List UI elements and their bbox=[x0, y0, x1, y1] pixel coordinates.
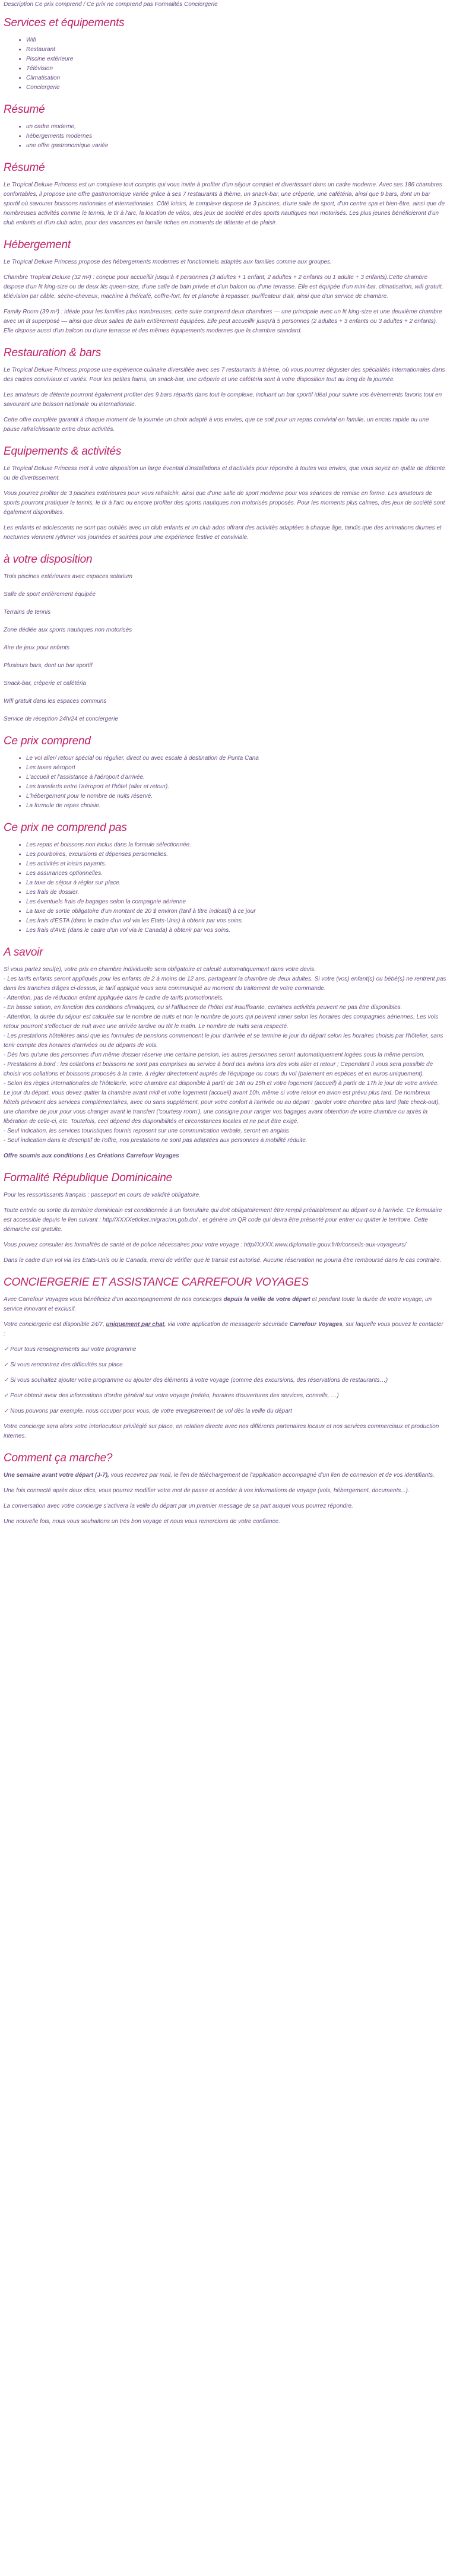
restauration-p3: Cette offre complète garantit à chaque moment de la journée un choix adapté à vos envies, que ce soit pour un repas convivial en famille, un encas rapide ou une pause rafraîchissante entre deux activités. bbox=[4, 417, 429, 433]
formalite-p4: Dans le cadre d'un vol via les Etats-Unis ou le Canada, merci de vérifier que le transit est autorisé. Aucune réservation ne pourra être remboursé dans le cas contraire. bbox=[4, 1257, 442, 1264]
list-item: • Climatisation bbox=[26, 74, 446, 83]
conciergerie-p2-c: , via votre application de messagerie sécurisée bbox=[164, 1321, 290, 1328]
savoir-line: - Dès lors qu'une des personnes d'un même dossier réserve une certaine pension, les autres personnes seront automatiquement logées sous la même pension. bbox=[4, 1052, 425, 1058]
conciergerie-title: CONCIERGERIE ET ASSISTANCE CARREFOUR VOYAGES bbox=[4, 1276, 309, 1289]
disposition-line: Plusieurs bars, dont un bar sportif bbox=[4, 662, 93, 669]
list-item: • La taxe de sortie obligatoire d'un montant de 20 $ environ (tarif à titre indicatif) à ce jour bbox=[26, 907, 446, 916]
disposition-title: à votre disposition bbox=[4, 553, 93, 566]
list-item: • L'accueil et l'assistance à l'aéroport d'arrivée. bbox=[26, 773, 446, 782]
comment-p1 bbox=[4, 1471, 446, 1480]
formalite-title: Formalité République Dominicaine bbox=[4, 1172, 173, 1184]
comprend-title: Ce prix comprend bbox=[4, 735, 91, 747]
list-item: • hébergements modernes bbox=[26, 132, 446, 141]
disposition-line: Zone dédiée aux sports nautiques non motorisés bbox=[4, 627, 132, 633]
disposition-line: Wifi gratuit dans les espaces communs bbox=[4, 698, 107, 705]
comment-p1-a: Une semaine avant votre départ (J-7), bbox=[4, 1472, 109, 1479]
equipements-p3: Les enfants et adolescents ne sont pas oubliés avec un club enfants et un club ados offrant des activités adaptées à chaque âge, tandis que des animations diurnes et nocturnes viennent rythmer vos journées et soirées pour une expérience festive et conviviale. bbox=[4, 525, 442, 541]
list-item: • Les frais d'ESTA (dans le cadre d'un vol via les Etats-Unis) à obtenir par vos soins. bbox=[26, 916, 446, 926]
comprend-list bbox=[4, 754, 446, 811]
hebergement-p3: Family Room (39 m²) : idéale pour les familles plus nombreuses, cette suite comprend deux chambres — une principale avec un lit king-size et une deuxième chambre avec un lit superposé — ainsi que deux salles de bain entièrement équipées. Elle peut accueillir jusqu'à 5 personnes (2 adultes + 3 enfants ou 3 adultes + 2 enfants). Elle dispose aussi d'un balcon ou d'une terrasse et des mêmes équipements modernes que la chambre standard. bbox=[4, 309, 442, 334]
resume-text: Le Tropical Deluxe Princess est un complexe tout compris qui vous invite à profiter d'un séjour complet et divertissant dans un cadre moderne. Avec ses 186 chambres confortables, il propose une offre gastronomique variée grâce à ses 7 restaurants à thème, un snack-bar, une crêperie, une cafétéria, ainsi que 9 bars, dont un bar sportif où savourer boissons nationales et internationales. Côté loisirs, le complexe dispose de 3 piscines, d'une salle de sport, d'un centre spa et bien-être, ainsi que de nombreuses activités comme le tennis, le tir à l'arc, la location de vélos, des jeux de société et des sports nautiques non motorisés. Les plus jeunes bénéficieront d'un club enfants et d'un club ados, pour des vacances en famille riches en moments de détente et de plaisir. bbox=[4, 182, 445, 226]
conciergerie-p1-c: et pendant toute la durée de votre voyage, un service innovant et exclusif. bbox=[4, 1296, 432, 1312]
list-item: • La formule de repas choisie. bbox=[26, 801, 446, 811]
restauration-p1: Le Tropical Deluxe Princess propose une expérience culinaire diversifiée avec ses 7 restaurants à thème, où vous pourrez déguster des spécialités internationales dans des cadres conviviaux et variés. Pour les petites faims, un snack-bar, une crêperie et une cafétéria sont à votre disposition tout au long de la journée. bbox=[4, 367, 445, 383]
offer-note: Offre soumis aux conditions Les Créations Carrefour Voyages bbox=[4, 1153, 179, 1159]
resume-title: Résumé bbox=[4, 103, 45, 116]
resume-title-2: Résumé bbox=[4, 161, 45, 174]
disposition-line: Salle de sport entièrement équipée bbox=[4, 591, 96, 598]
conciergerie-p2-a: Votre conciergerie est disponible 24/7, bbox=[4, 1321, 106, 1328]
comment-title: Comment ça marche? bbox=[4, 1452, 113, 1464]
formalite-p1: Pour les ressortissants français : passeport en cours de validité obligatoire. bbox=[4, 1192, 201, 1198]
list-item: • Les assurances optionnelles. bbox=[26, 869, 446, 878]
list-item: • Restaurant bbox=[26, 45, 446, 55]
list-item: • Les activités et loisirs payants. bbox=[26, 859, 446, 869]
services-list bbox=[4, 36, 446, 93]
comment-p4: Une nouvelle fois, nous vous souhaitons un très bon voyage et nous vous remercions de votre confiance. bbox=[4, 1518, 280, 1525]
list-item: • Les taxes aéroport bbox=[26, 763, 446, 773]
equipements-title: Equipements & activités bbox=[4, 445, 122, 458]
disposition-line: Service de réception 24h/24 et conciergerie bbox=[4, 716, 118, 722]
formalite-p3: Vous pouvez consulter les formalités de santé et de police nécessaires pour votre voyage : http//XXXX.www.diplomatie.gouv.fr/fr/conseils-aux-voyageurs/ bbox=[4, 1242, 407, 1248]
savoir-line: - En basse saison, en fonction des conditions climatiques, ou si l'affluence de l'hôtel est insuffisante, certaines activités peuvent ne pas être disponibles. bbox=[4, 1004, 403, 1011]
conciergerie-p2-e: , sur laquelle vous pouvez le contacter : bbox=[4, 1321, 443, 1337]
list-item: • Les pourboires, excursions et dépenses personnelles. bbox=[26, 850, 446, 859]
savoir-line: - Les tarifs enfants seront appliqués pour les enfants de 2 à moins de 12 ans, partageant la chambre de deux adultes. Si votre (vos) enfant(s) ou bébé(s) ne rentrent pas dans les tranches d'âges ci-dessus, le tarif appliqué vous sera communiqué au moment du traitement de votre commande. bbox=[4, 976, 446, 992]
restauration-title: Restauration & bars bbox=[4, 347, 102, 359]
comment-p3: La conversation avec votre concierge s'activera la veille du départ par un premier message de sa part auquel vous pourrez répondre. bbox=[4, 1503, 353, 1509]
savoir-line: - Attention, la durée du séjour est calculée sur le nombre de nuits et non le nombre de jours qui peuvent varier selon les horaires des compagnies aériennes. Les vols retour pourront s'effectuer de nuit avec une arrivée tardive ou tôt le matin. Le nombre de nuits sera respecté. bbox=[4, 1014, 439, 1030]
list-item: • Les éventuels frais de bagages selon la compagnie aérienne bbox=[26, 897, 446, 907]
list-item: • un cadre moderne, bbox=[26, 122, 446, 132]
list-item: • Les transferts entre l'aéroport et l'hôtel (aller et retour). bbox=[26, 782, 446, 792]
conciergerie-p1-a: Avec Carrefour Voyages vous bénéficiez d'un accompagnement de nos concierges bbox=[4, 1296, 224, 1303]
list-item: • Les repas et boissons non inclus dans la formule sélectionnée. bbox=[26, 840, 446, 850]
formalite-p2: Toute entrée ou sortie du territoire dominicain est conditionnée à un formulaire qui doit obligatoirement être rempli préalablement au départ ou à l'arrivée. Ce formulaire est accessible depuis le lien suivant : http//XXXXeticket.migracion.gob.do/ , et génère un QR code qui devra être présenté pour entrer ou quitter le territoire. Cette démarche est gratuite. bbox=[4, 1207, 442, 1233]
list-item: • La taxe de séjour à régler sur place. bbox=[26, 878, 446, 888]
resume-list bbox=[4, 122, 446, 151]
hebergement-p1: Le Tropical Deluxe Princess propose des hébergements modernes et fonctionnels adaptés aux familles comme aux groupes. bbox=[4, 259, 332, 265]
savoir-line: - Seul indication dans le descriptif de l'offre, nos prestations ne sont pas adaptées aux personnes à mobilité réduite. bbox=[4, 1137, 308, 1144]
comment-p1-b: vous recevrez par mail, le lien de téléchargement de l'application accompagné d'un lien de connexion et de vos identifiants. bbox=[109, 1472, 435, 1479]
savoir-line: - Selon les règles internationales de l'hôtellerie, votre chambre est disponible à partir de 14h ou 15h et votre logement (accueil) à partir de 17h le jour de votre arrivée. Le jour du départ, vous devez quitter la chambre avant midi et votre logement (accueil) avant 10h, même si votre retour en avion est prévu plus tard. De nombreux hôtels prévoient des services complémentaires, avec ou sans supplément, pour votre confort à l'arrivée ou au départ : garder votre chambre plus tard (late check-out), une chambre de jour pour vous changer avant le transfert ('courtesy room'), une consigne pour ranger vos bagages avant obtention de votre chambre ou après la libération de celle-ci, etc. Toutefois, ceci dépend des disponibilités et circonstances locales et ne peut être exigé. bbox=[4, 1080, 441, 1125]
restauration-p2: Les amateurs de détente pourront également profiter des 9 bars répartis dans tout le complexe, incluant un bar sportif idéal pour suivre vos évènements favoris tout en savourant une boisson nationale ou internationale. bbox=[4, 392, 442, 408]
savoir-line: - Les prestations hôtelières ainsi que les formules de pensions commencent le jour d'arrivée et se termine le jour du départ selon les horaires choisis par l'hôtelier, sans tenir compte des horaires d'arrivées ou de départs de vols. bbox=[4, 1033, 443, 1049]
list-item: • Conciergerie bbox=[26, 83, 446, 93]
conciergerie-check: ✓ Si vous rencontrez des difficultés sur place bbox=[4, 1362, 123, 1368]
conciergerie-p2-d: Carrefour Voyages bbox=[289, 1321, 343, 1328]
equipements-p2: Vous pourrez profiter de 3 piscines extérieures pour vous rafraîchir, ainsi que d'une salle de sport moderne pour vos séances de remise en forme. Les amateurs de sports pourront pratiquer le tennis, le tir à l'arc ou encore profiter des sports nautiques non motorisés proposés. Pour les moments plus calmes, des jeux de société sont également disponibles. bbox=[4, 490, 445, 516]
list-item: • une offre gastronomique variée bbox=[26, 141, 446, 151]
equipements-p1: Le Tropical Deluxe Princess met à votre disposition un large éventail d'installations et d'activités pour répondre à toutes vos envies, que vous soyez en quête de détente ou de divertissement. bbox=[4, 465, 445, 481]
conciergerie-p2-b: uniquement par chat bbox=[106, 1321, 164, 1328]
list-item: • Les frais d'AVE (dans le cadre d'un vol via le Canada) à obtenir par vos soins. bbox=[26, 926, 446, 935]
savoir-block bbox=[4, 965, 446, 1146]
disposition-line: Trois piscines extérieures avec espaces solarium bbox=[4, 573, 133, 580]
conciergerie-p2 bbox=[4, 1320, 446, 1339]
savoir-line: - Attention, pas de réduction enfant appliquée dans le cadre de tarifs promotionnels. bbox=[4, 995, 224, 1001]
hebergement-p2: Chambre Tropical Deluxe (32 m²) : conçue pour accueillir jusqu'à 4 personnes (3 adultes + 1 enfant, 2 adultes + 2 enfants ou 1 adulte + 3 enfants).Cette chambre dispose d'un lit king-size ou de deux lits queen-size, d'une salle de bain privée et d'un balcon ou d'une terrasse. Elle est équipée d'un mini-bar, climatisation, wifi gratuit, télévision par câble, sèche-cheveux, machine à thé/café, coffre-fort, fer et planche à repasser, purificateur d'air, ainsi que d'un service de chambre. bbox=[4, 274, 443, 300]
intro-line: Description Ce prix comprend / Ce prix ne comprend pas Formalités Conciergerie bbox=[4, 1, 218, 8]
disposition-line: Aire de jeux pour enfants bbox=[4, 645, 70, 651]
savoir-line: Si vous partez seul(e), votre prix en chambre individuelle sera obligatoire et calculé automatiquement dans votre devis. bbox=[4, 966, 316, 973]
services-title: Services et équipements bbox=[4, 17, 125, 29]
savoir-line: - Prestations à bord : les collations et boissons ne sont pas comprises au service à bord des avions lors des vols aller et retour ; Cependant il vous sera possible de choisir vos collations et boissons proposés à la carte, à régler directement auprès de l'équipage ou cours du vol (paiement en espèces et en euros uniquement). bbox=[4, 1061, 433, 1077]
comment-p2: Une fois connecté après deux clics, vous pourrez modifier votre mot de passe et accéder à vos informations de voyage (vols, hébergement, documents...). bbox=[4, 1487, 410, 1494]
conciergerie-check: ✓ Pour tous renseignements sur votre programme bbox=[4, 1346, 137, 1353]
disposition-line: Terrains de tennis bbox=[4, 609, 51, 616]
list-item: • Piscine extérieure bbox=[26, 55, 446, 64]
conciergerie-check: ✓ Nous pouvons par exemple, nous occuper pour vous, de votre enregistrement de vol dès la veille du départ bbox=[4, 1408, 292, 1414]
conciergerie-p1-b: depuis la veille de votre départ bbox=[223, 1296, 310, 1303]
list-item: • Le vol aller/ retour spécial ou régulier, direct ou avec escale à destination de Punta Cana bbox=[26, 754, 446, 763]
list-item: • L'hébergement pour le nombre de nuits réservé. bbox=[26, 792, 446, 801]
list-item: • Wifi bbox=[26, 36, 446, 45]
conciergerie-check: ✓ Si vous souhaitez ajouter votre programme ou ajouter des éléments à votre voyage (comme des excursions, des réservations de restaurants…) bbox=[4, 1377, 388, 1384]
conciergerie-p3: Votre concierge sera alors votre interlocuteur privilégié sur place, en relation directe avec nos différents partenaires locaux et nos services commerciaux et production internes. bbox=[4, 1423, 439, 1439]
hebergement-title: Hébergement bbox=[4, 239, 71, 251]
ne-comprend-list bbox=[4, 840, 446, 935]
conciergerie-check: ✓ Pour obtenir avoir des informations d'ordre général sur votre voyage (météo, horaires d'ouvertures des services, conseils, …) bbox=[4, 1392, 339, 1399]
list-item: • Télévision bbox=[26, 64, 446, 74]
savoir-title: A savoir bbox=[4, 946, 43, 959]
savoir-line: - Seul indication, les services touristiques fournis reposent sur une communication verbale, seront en anglais bbox=[4, 1128, 289, 1134]
list-item: • Les frais de dossier. bbox=[26, 888, 446, 897]
conciergerie-p1 bbox=[4, 1295, 446, 1314]
ne-comprend-title: Ce prix ne comprend pas bbox=[4, 821, 127, 834]
disposition-line: Snack-bar, crêperie et cafétéria bbox=[4, 680, 86, 687]
